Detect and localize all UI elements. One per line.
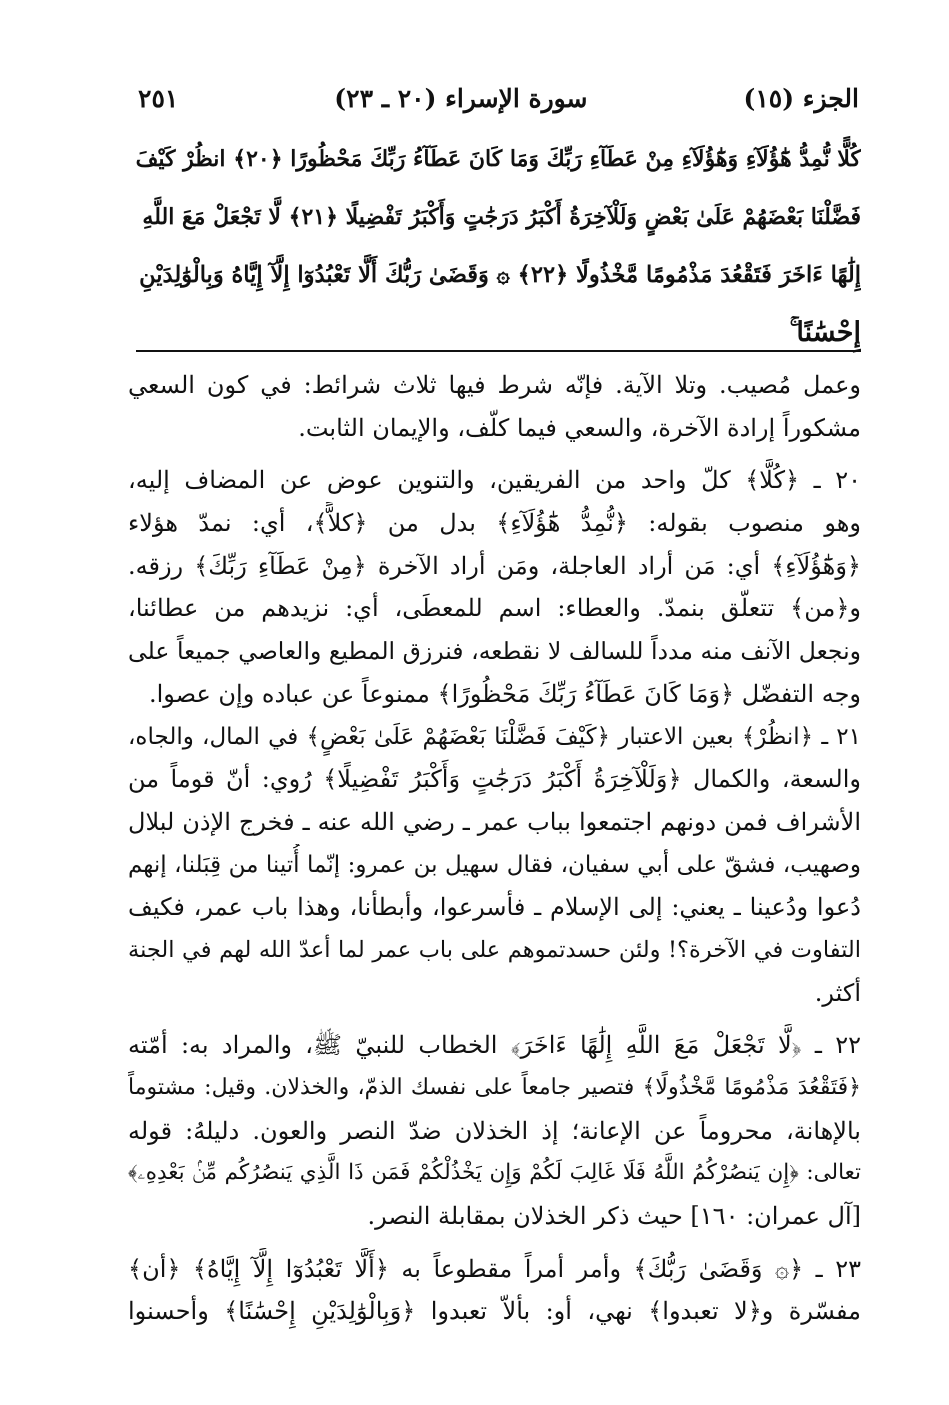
tafsir-commentary [128,364,861,1333]
commentary-line: التفاوت في الآخرة؟! ولئن حسدتموهم على باب عمر لما أعدّ الله لهم في الجنة [128,936,861,963]
commentary-line: وصهيب، فشقّ على أبي سفيان، فقال سهيل بن عمرو: إنّما أُتينا من قِبَلنا، إنهم [128,851,861,878]
commentary-line: وجه التفضّل ﴿وَمَا كَانَ عَطَآءُ رَبِّكَ مَحْظُورًا﴾ ممنوعاً عن عباده وإن عصوا. [148,679,861,708]
quran-verses [132,130,861,362]
verse-line: فَضَّلْنَا بَعْضَهُمْ عَلَىٰ بَعْضٍ وَلَلْآخِرَةُ أَكْبَرُ دَرَجَٰتٍ وَأَكْبَرُ تَفْضِيلًا ﴿٢١﴾ لَّا تَجْعَلْ مَعَ اللَّهِ [142,204,861,230]
surah-title: سورة الإسراء (٢٠ ـ ٢٣) [334,83,588,113]
commentary-line: [آل عمران: ١٦٠] حيث ذكر الخذلان بمقابلة النصر. [367,1202,861,1231]
commentary-line: وعمل مُصيب. وتلا الآية. فإنّه شرط فيها ثلاث شرائط: في كون السعي [128,371,861,399]
commentary-line: ٢٢ ـ ﴿لَّا تَجْعَلْ مَعَ اللَّهِ إِلَٰهًا ءَاخَرَ﴾ الخطاب للنبيّ ﷺ، والمراد به: أمّته [128,1031,861,1060]
part-label: الجزء (١٥) [743,83,859,113]
commentary-line: تعالى: ﴿إِن يَنصُرْكُمُ اللَّهُ فَلَا غَالِبَ لَكُمْ وَإِن يَخْذُلْكُمْ فَمَن ذَا الَّذِي يَنصُرُكُم مِّنۢ بَعْدِهِۦ﴾ [128,1160,861,1186]
commentary-line: ونجعل الآنف منه مدداً للسالف لا نقطعه، فنرزق المطيع والعاصي جميعاً على [128,637,861,666]
commentary-paragraph [128,459,861,715]
commentary-line: ﴿وَهَٰٓؤُلَآءِ﴾ أي: مَن أراد العاجلة، ومَن أراد الآخرة ﴿مِنْ عَطَآءِ رَبِّكَ﴾ رزقه. [128,551,861,580]
verse-line: إِلَٰهًا ءَاخَرَ فَتَقْعُدَ مَذْمُومًا مَّخْذُولًا ﴿٢٢﴾ ۞ وَقَضَىٰ رَبُّكَ أَلَّا تَعْبُدُوٓا إِلَّآ إِيَّاهُ وَبِالْوَٰلِدَيْنِ [139,262,861,288]
commentary-line: ﴿فَتَقْعُدَ مَذْمُومًا مَّخْذُولًا﴾ فتصير جامعاً على نفسك الذمّ، والخذلان. وقيل: مشتوماً [128,1075,861,1100]
commentary-line: دُعوا ودُعينا ـ يعني: إلى الإسلام ـ فأسرعوا، وأبطأنا، وهذا باب عمر، فكيف [128,893,861,922]
verse-line: كُلًّا نُّمِدُّ هَٰٓؤُلَآءِ وَهَٰٓؤُلَآءِ مِنْ عَطَآءِ رَبِّكَ وَمَا كَانَ عَطَآءُ رَبِّكَ مَحْظُورًا ﴿٢٠﴾ انظُرْ كَيْفَ [135,146,861,172]
divider-rule [136,350,861,352]
commentary-paragraph [128,364,861,449]
commentary-line: ٢١ ـ ﴿انظُرْ﴾ بعين الاعتبار ﴿كَيْفَ فَضَّلْنَا بَعْضَهُمْ عَلَىٰ بَعْضٍ﴾ في المال، والجاه، [128,723,861,750]
commentary-line: الأشراف فمن دونهم اجتمعوا بباب عمر ـ رضي الله عنه ـ فخرج الإذن لبلال [128,807,861,836]
commentary-line: مشكوراً إرادة الآخرة، والسعي فيما كلّف، والإيمان الثابت. [298,413,861,442]
commentary-line: والسعة، والكمال ﴿وَلَلْآخِرَةُ أَكْبَرُ دَرَجَٰتٍ وَأَكْبَرُ تَفْضِيلًا﴾ رُوي: أنّ قوماً من [128,765,861,794]
commentary-line: أكثر. [814,978,861,1007]
commentary-paragraph [128,716,861,1015]
commentary-line: ٢٣ ـ ﴿۞ وَقَضَىٰ رَبُّكَ﴾ وأمر أمراً مقطوعاً به ﴿أَلَّا تَعْبُدُوٓا إِلَّآ إِيَّاهُ﴾ ﴿أن﴾ [128,1254,861,1283]
commentary-line: وهو منصوب بقوله: ﴿نُّمِدُّ هَٰٓؤُلَآءِ﴾ بدل من ﴿كلاًّ﴾، أي: نمدّ هؤلاء [128,509,861,538]
commentary-line: بالإهانة، محروماً عن الإعانة؛ إذ الخذلان ضدّ النصر والعون. دليلهُ: قوله [128,1116,861,1145]
commentary-paragraph [128,1248,861,1333]
commentary-line: مفسّرة و﴿لا تعبدوا﴾ نهي، أو: بألاّ تعبدوا ﴿وَبِالْوَٰلِدَيْنِ إِحْسَٰنًا﴾ وأحسنوا [128,1297,861,1326]
page-number: ٢٥١ [138,83,179,113]
commentary-line: و﴿من﴾ تتعلّق بنمدّ. والعطاء: اسم للمعطَى، أي: نزيدهم من عطائنا، [128,594,861,623]
commentary-line: ٢٠ ـ ﴿كُلًّا﴾ كلّ واحد من الفريقين، والتنوين عوض عن المضاف إليه، [128,466,861,495]
commentary-paragraph [128,1024,861,1237]
verse-line: إِحْسَٰنًا ۚ [789,317,861,348]
page-header [138,76,859,120]
